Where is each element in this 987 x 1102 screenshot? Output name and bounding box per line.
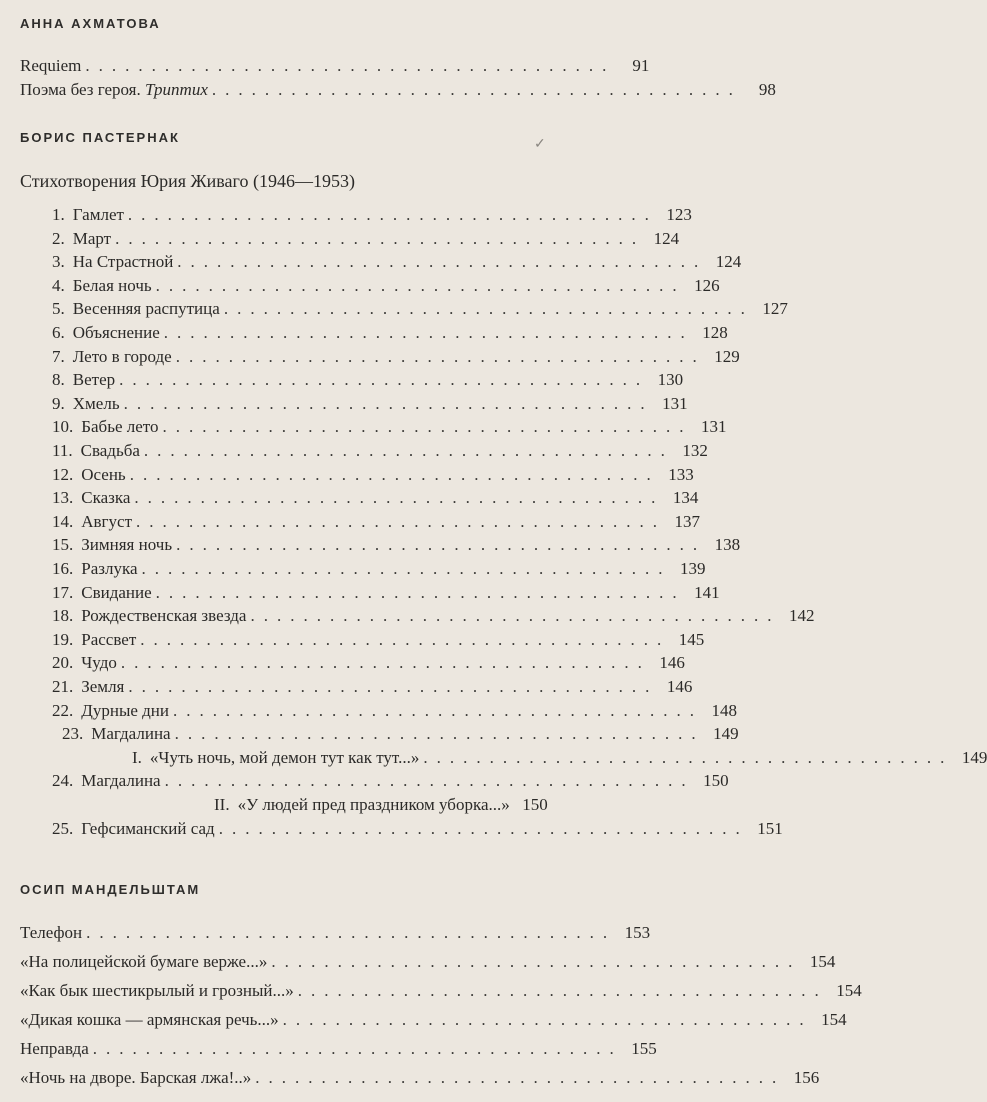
toc-entry[interactable] bbox=[62, 722, 739, 746]
toc-entry[interactable] bbox=[52, 604, 815, 628]
entry-page: 124 bbox=[715, 252, 742, 271]
toc-entry[interactable] bbox=[20, 78, 776, 102]
leader-dots: ........................................ bbox=[163, 323, 694, 342]
leader-dots: ........................................ bbox=[211, 80, 742, 99]
entry-title: Осень bbox=[81, 465, 126, 484]
toc-entry[interactable] bbox=[20, 1066, 820, 1090]
entry-title: Разлука bbox=[81, 559, 138, 578]
leader-dots: ........................................ bbox=[255, 1068, 786, 1087]
entry-title: Гефсиманский сад bbox=[81, 819, 215, 838]
leader-dots: ........................................ bbox=[423, 748, 954, 767]
entry-page: 153 bbox=[624, 923, 651, 942]
entry-page: 91 bbox=[632, 56, 650, 75]
toc-entry[interactable] bbox=[52, 628, 705, 652]
toc-entry[interactable] bbox=[52, 345, 740, 369]
toc-entry[interactable] bbox=[20, 950, 836, 974]
entry-title: Земля bbox=[81, 677, 125, 696]
entry-number: 13. bbox=[52, 488, 74, 507]
entry-title: «Дикая кошка — армянская речь...» bbox=[20, 1010, 279, 1029]
entry-title: Ветер bbox=[72, 370, 116, 389]
cycle-subheading: Стихотворения Юрия Живаго (1946—1953) bbox=[20, 171, 355, 191]
entry-page: 149 bbox=[961, 748, 987, 767]
entry-title: Свадьба bbox=[80, 441, 140, 460]
entry-title: Requiem bbox=[20, 56, 82, 75]
leader-dots: ........................................ bbox=[164, 771, 695, 790]
leader-dots: ........................................ bbox=[176, 535, 707, 554]
entry-title: «Как бык шестикрылый и грозный...» bbox=[20, 981, 294, 1000]
toc-entry[interactable] bbox=[52, 392, 688, 416]
entry-title: «Ночь на дворе. Барская лжа!..» bbox=[20, 1068, 252, 1087]
leader-dots: ........................................ bbox=[155, 276, 686, 295]
toc-entry[interactable] bbox=[20, 921, 651, 945]
leader-dots: ........................................ bbox=[250, 606, 781, 625]
entry-number: 12. bbox=[52, 465, 74, 484]
entry-page: 154 bbox=[836, 981, 862, 1000]
entry-page: 128 bbox=[702, 323, 728, 342]
leader-dots: ........................................ bbox=[140, 630, 671, 649]
leader-dots: ........................................ bbox=[127, 205, 658, 224]
entry-page: 98 bbox=[758, 80, 776, 99]
entry-page: 139 bbox=[680, 559, 706, 578]
entry-number: 17. bbox=[52, 583, 74, 602]
leader-dots: ........................................ bbox=[115, 229, 646, 248]
entry-number: 18. bbox=[52, 606, 74, 625]
leader-dots: ........................................ bbox=[119, 370, 650, 389]
leader-dots: ........................................ bbox=[297, 981, 828, 1000]
entry-number: 25. bbox=[52, 819, 74, 838]
entry-page: 123 bbox=[666, 205, 692, 224]
entry-title: Лето в городе bbox=[72, 347, 172, 366]
entry-page: 145 bbox=[678, 630, 705, 649]
entry-page: 151 bbox=[757, 819, 783, 838]
leader-dots: ........................................ bbox=[129, 465, 660, 484]
leader-dots: ........................................ bbox=[136, 512, 667, 531]
toc-entry[interactable] bbox=[52, 321, 728, 345]
entry-title: Поэма без героя. bbox=[20, 80, 146, 99]
entry-page: 154 bbox=[821, 1010, 847, 1029]
toc-entry[interactable] bbox=[52, 769, 729, 793]
entry-title: Дурные дни bbox=[81, 701, 170, 720]
toc-entry[interactable] bbox=[52, 368, 684, 392]
leader-dots: ........................................ bbox=[162, 417, 693, 436]
entry-title: Чудо bbox=[81, 653, 117, 672]
toc-entry[interactable] bbox=[52, 415, 727, 439]
entry-number: 9. bbox=[52, 394, 65, 413]
entry-number: 22. bbox=[52, 701, 74, 720]
entry-number: 6. bbox=[52, 323, 65, 342]
toc-entry[interactable] bbox=[20, 1037, 657, 1061]
entry-number: 7. bbox=[52, 347, 65, 366]
section-title-akhmatova: АННА АХМАТОВА bbox=[20, 16, 161, 31]
entry-page: 150 bbox=[522, 795, 548, 814]
entry-title: Объяснение bbox=[72, 323, 160, 342]
entry-number: 3. bbox=[52, 252, 65, 271]
entry-title: Магдалина bbox=[91, 724, 171, 743]
entry-number: 15. bbox=[52, 535, 74, 554]
entry-page: 134 bbox=[672, 488, 699, 507]
leader-dots: ........................................ bbox=[155, 583, 686, 602]
toc-entry[interactable] bbox=[20, 979, 862, 1003]
leader-dots: ........................................ bbox=[128, 677, 659, 696]
entry-page: 131 bbox=[662, 394, 688, 413]
leader-dots: ........................................ bbox=[86, 923, 617, 942]
toc-entry[interactable] bbox=[52, 817, 783, 841]
entry-number: 5. bbox=[52, 299, 65, 318]
entry-page: 154 bbox=[809, 952, 836, 971]
entry-page: 131 bbox=[701, 417, 727, 436]
entry-title: «У людей пред праздником уборка...» bbox=[237, 795, 510, 814]
entry-number: 2. bbox=[52, 229, 65, 248]
toc-entry[interactable] bbox=[52, 297, 788, 321]
entry-page: 137 bbox=[674, 512, 701, 531]
entry-number: 20. bbox=[52, 653, 74, 672]
toc-entry[interactable] bbox=[52, 557, 706, 581]
toc-entry[interactable] bbox=[52, 533, 741, 557]
entry-page: 150 bbox=[703, 771, 729, 790]
entry-number: 1. bbox=[52, 205, 65, 224]
leader-dots: ........................................ bbox=[134, 488, 665, 507]
section-title-mandelstam: ОСИП МАНДЕЛЬШТАМ bbox=[20, 882, 201, 897]
entry-page: 156 bbox=[793, 1068, 820, 1087]
toc-entry[interactable] bbox=[52, 439, 708, 463]
entry-title: Рассвет bbox=[81, 630, 137, 649]
entry-number: 23. bbox=[62, 724, 84, 743]
leader-dots: ........................................ bbox=[123, 394, 654, 413]
leader-dots: ........................................ bbox=[120, 653, 651, 672]
entry-title: «Чуть ночь, мой демон тут как тут...» bbox=[149, 748, 420, 767]
entry-number: 10. bbox=[52, 417, 74, 436]
toc-entry[interactable] bbox=[52, 675, 693, 699]
toc-entry[interactable] bbox=[52, 510, 701, 534]
entry-title: Сказка bbox=[81, 488, 131, 507]
entry-number: 14. bbox=[52, 512, 74, 531]
leader-dots: ........................................ bbox=[143, 441, 674, 460]
entry-title: Гамлет bbox=[72, 205, 124, 224]
entry-number: 24. bbox=[52, 771, 74, 790]
leader-dots: ........................................ bbox=[174, 724, 705, 743]
entry-number: II. bbox=[214, 795, 230, 814]
entry-number: I. bbox=[132, 748, 142, 767]
entry-page: 124 bbox=[653, 229, 680, 248]
entry-page: 146 bbox=[666, 677, 693, 696]
leader-dots: ........................................ bbox=[177, 252, 708, 271]
leader-dots: ........................................ bbox=[218, 819, 749, 838]
leader-dots: ........................................ bbox=[282, 1010, 813, 1029]
toc-entry[interactable] bbox=[52, 274, 720, 298]
toc-entry[interactable] bbox=[132, 746, 987, 770]
entry-number: 11. bbox=[52, 441, 73, 460]
toc-entry[interactable] bbox=[52, 581, 720, 605]
entry-title-italic: Триптих bbox=[145, 80, 208, 99]
toc-entry[interactable] bbox=[52, 651, 685, 675]
toc-entry[interactable] bbox=[20, 1008, 847, 1032]
entry-page: 146 bbox=[659, 653, 685, 672]
entry-page: 149 bbox=[713, 724, 739, 743]
entry-title: Белая ночь bbox=[72, 276, 152, 295]
toc-entry[interactable] bbox=[52, 699, 738, 723]
leader-dots: ........................................ bbox=[271, 952, 802, 971]
entry-title: Март bbox=[72, 229, 112, 248]
entry-page: 141 bbox=[694, 583, 720, 602]
entry-page: 148 bbox=[711, 701, 738, 720]
entry-page: 132 bbox=[682, 441, 708, 460]
entry-title: Телефон bbox=[20, 923, 83, 942]
entry-title: Свидание bbox=[81, 583, 152, 602]
entry-page: 133 bbox=[668, 465, 694, 484]
entry-page: 142 bbox=[788, 606, 815, 625]
entry-title: Весенняя распутица bbox=[72, 299, 220, 318]
toc-entry[interactable] bbox=[20, 54, 650, 78]
entry-page: 129 bbox=[714, 347, 740, 366]
entry-title: Август bbox=[81, 512, 133, 531]
entry-page: 155 bbox=[631, 1039, 657, 1058]
toc-entry[interactable] bbox=[214, 793, 548, 817]
entry-title: Зимняя ночь bbox=[81, 535, 173, 554]
leader-dots: ........................................ bbox=[223, 299, 754, 318]
entry-page: 138 bbox=[714, 535, 741, 554]
margin-mark: ✓ bbox=[534, 137, 546, 152]
entry-title: На Страстной bbox=[72, 252, 174, 271]
entry-title: Магдалина bbox=[81, 771, 161, 790]
entry-title: «На полицейской бумаге верже...» bbox=[20, 952, 268, 971]
leader-dots: ........................................ bbox=[175, 347, 706, 366]
leader-dots: ........................................ bbox=[141, 559, 672, 578]
toc-entry[interactable] bbox=[52, 250, 742, 274]
entry-title: Неправда bbox=[20, 1039, 89, 1058]
entry-page: 126 bbox=[694, 276, 720, 295]
leader-dots: ........................................ bbox=[173, 701, 704, 720]
entry-title: Бабье лето bbox=[81, 417, 159, 436]
toc-entry[interactable] bbox=[52, 463, 694, 487]
entry-number: 21. bbox=[52, 677, 74, 696]
toc-entry[interactable] bbox=[52, 486, 699, 510]
entry-number: 16. bbox=[52, 559, 74, 578]
section-title-pasternak: БОРИС ПАСТЕРНАК bbox=[20, 130, 180, 145]
entry-number: 19. bbox=[52, 630, 74, 649]
entry-title: Рождественская звезда bbox=[81, 606, 247, 625]
toc-entry[interactable] bbox=[52, 203, 692, 227]
entry-page: 130 bbox=[657, 370, 684, 389]
entry-number: 4. bbox=[52, 276, 65, 295]
toc-entry[interactable] bbox=[52, 227, 680, 251]
entry-page: 127 bbox=[762, 299, 788, 318]
leader-dots: ........................................ bbox=[85, 56, 616, 75]
entry-title: Хмель bbox=[72, 394, 120, 413]
entry-number: 8. bbox=[52, 370, 65, 389]
leader-dots: ........................................ bbox=[92, 1039, 623, 1058]
